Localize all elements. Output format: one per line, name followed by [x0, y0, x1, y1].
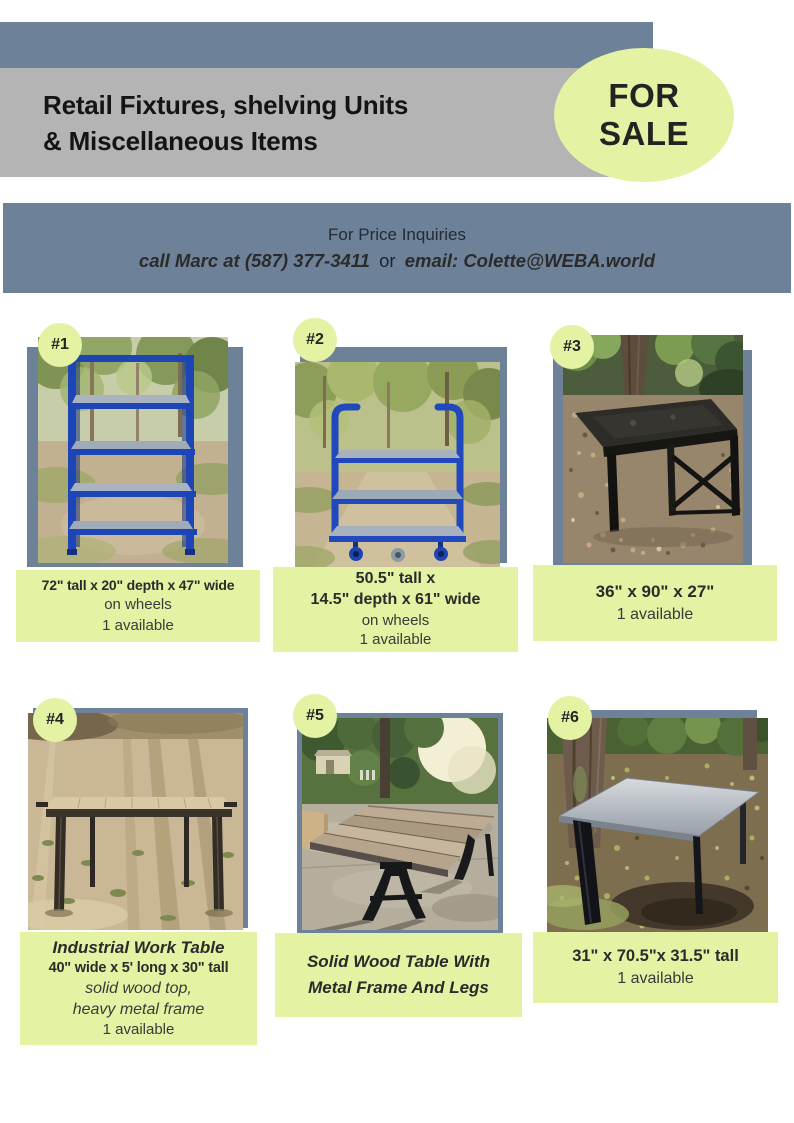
item1-caption — [16, 570, 260, 642]
item1-availability: 1 available — [102, 616, 174, 634]
item2-dimensions-2: 14.5" depth x 61" wide — [310, 591, 481, 608]
item1-feature: on wheels — [104, 595, 172, 613]
item3-photo — [563, 335, 743, 563]
item3-caption — [533, 565, 777, 641]
item4-feature-1: solid wood top, — [85, 980, 192, 998]
for-sale-badge — [554, 48, 734, 182]
item6-number-badge: #6 — [548, 696, 592, 740]
item4-availability: 1 available — [102, 1021, 175, 1039]
item6-caption — [533, 932, 778, 1003]
item5-title-1: Solid Wood Table With — [306, 951, 491, 971]
item2-caption — [273, 567, 518, 652]
item6-dimensions: 31" x 70.5"x 31.5" tall — [572, 947, 739, 966]
header-blue-bar — [0, 22, 653, 68]
item4-number-badge: #4 — [33, 698, 77, 742]
item2-dimensions-1: 50.5" tall x — [355, 570, 436, 588]
for-sale-badge-line1: FOR — [608, 77, 680, 114]
item6-photo — [547, 718, 768, 932]
item5-caption — [275, 933, 522, 1017]
contact-phone: call Marc at (587) 377-3411 — [138, 249, 370, 271]
item4-photo — [28, 713, 243, 930]
contact-or: or — [379, 249, 396, 271]
item3-availability: 1 available — [616, 605, 694, 623]
item4-title: Industrial Work Table — [52, 937, 225, 957]
industrial-table-illustration — [28, 713, 243, 930]
item1-dimensions: 72" tall x 20" depth x 47" wide — [41, 576, 235, 593]
item4-caption — [20, 932, 257, 1045]
black-work-table-illustration — [563, 335, 743, 563]
item6-availability: 1 available — [617, 969, 694, 987]
item2-photo — [295, 362, 500, 567]
page-title-line2: & Miscellaneous Items — [43, 125, 318, 156]
gray-table-forest-illustration — [547, 718, 768, 932]
page-title-line1: Retail Fixtures, shelving Units — [43, 89, 409, 120]
item4-feature-2: heavy metal frame — [72, 1001, 205, 1019]
item1-photo — [38, 337, 228, 563]
shelving-unit-illustration — [38, 337, 228, 563]
item3-dimensions: 36" x 90" x 27" — [595, 582, 715, 602]
item3-number-badge: #3 — [550, 325, 594, 369]
contact-email: email: Colette@WEBA.world — [404, 249, 656, 271]
header-title-band — [0, 68, 643, 177]
item5-title-2: Metal Frame And Legs — [308, 978, 489, 997]
item4-dimensions: 40" wide x 5' long x 30" tall — [48, 960, 229, 977]
for-sale-badge-line2: SALE — [598, 115, 689, 152]
item2-number-badge: #2 — [293, 318, 337, 362]
wood-table-cast-legs-illustration — [302, 718, 498, 930]
stock-cart-illustration — [295, 362, 500, 567]
contact-bar — [3, 203, 791, 293]
item2-feature: on wheels — [361, 611, 430, 629]
item5-number-badge: #5 — [293, 694, 337, 738]
item5-photo — [302, 718, 498, 930]
contact-heading: For Price Inquiries — [328, 224, 466, 244]
item2-availability: 1 available — [359, 631, 432, 649]
item1-number-badge: #1 — [38, 323, 82, 367]
contact-details — [139, 250, 655, 272]
